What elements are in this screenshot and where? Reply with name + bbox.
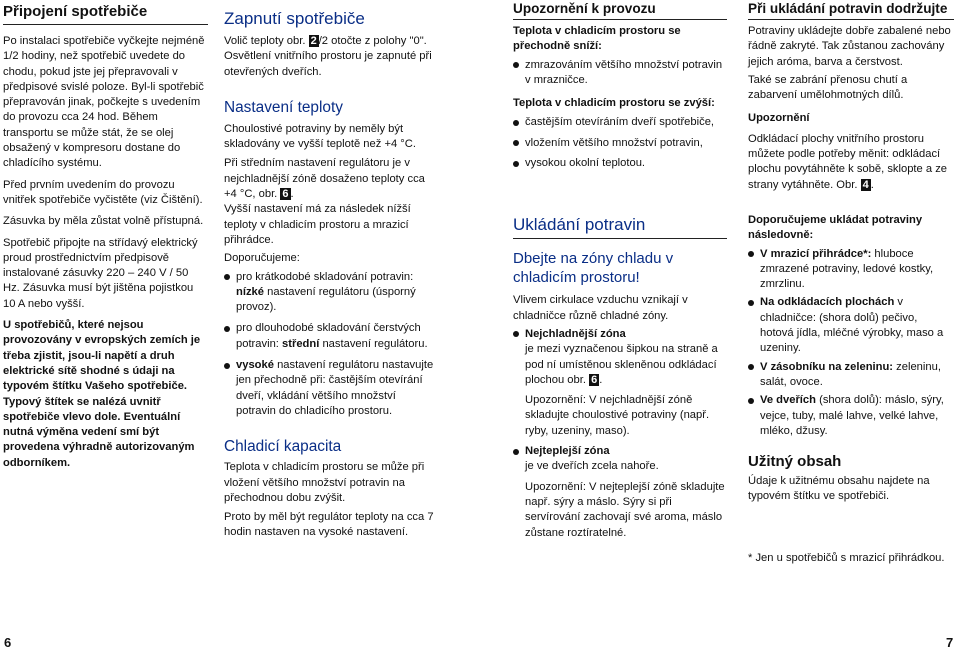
text: je ve dveřích zcela nahoře.: [525, 460, 659, 473]
text: Volič teploty obr.: [224, 35, 306, 47]
subtitle-cold-zones: Dbejte na zóny chladu v chladicím prostoru!: [513, 250, 674, 287]
subheading-recommend: Doporučujeme ukládat potraviny následovně:: [748, 213, 923, 242]
text: /2 otočte z polohy "0". Osvětlení vnitřního prostoru je zapnuté při otevřených dveřích.: [224, 35, 432, 78]
text: pro krátkodobé skladování potravin:: [236, 270, 414, 283]
column-storage-tips: [748, 0, 954, 566]
list-item: [748, 360, 954, 391]
paragraph: [748, 132, 954, 193]
subheading: Teplota v chladicím prostoru se přechodně sníží:: [513, 25, 681, 53]
list-item: [224, 321, 438, 352]
bullet-icon: [748, 398, 754, 404]
page-number-left: 6: [4, 635, 12, 650]
bullet-icon: [513, 62, 519, 68]
text: častějším otevíráním dveří spotřebiče,: [525, 116, 715, 129]
bullet-icon: [748, 251, 754, 257]
bold-text: vysoké: [236, 359, 274, 372]
note-text: Upozornění: V nejteplejší zóně skladujte např. sýry a máslo. Sýry si při servírování zachovají své aroma, máslo zůstane roztíratelné.: [525, 480, 725, 539]
list-item: [748, 247, 954, 293]
subheading-warning: Upozornění: [748, 112, 810, 125]
text: je mezi vyznačenou šipkou na straně a pod ní umístěnou skleněnou odkládací plochou obr.: [525, 343, 718, 386]
bold-text: Nejchladnější zóna: [525, 327, 626, 340]
paragraph: Před prvním uvedením do provozu vnitřek spotřebiče vyčistěte (viz Čištění).: [3, 178, 203, 206]
text: v chladničce: (shora dolů) pečivo, hotová jídla, mléčné výrobky, maso a uzeniny.: [760, 296, 944, 355]
section-title-temperature: Nastavení teploty: [224, 98, 343, 116]
paragraph: Choulostivé potraviny by neměly být skladovány ve vyšší teplotě než +4 °C.: [224, 122, 416, 151]
bold-text: V zásobníku na zeleninu:: [760, 360, 894, 373]
figure-number-badge: 6: [282, 188, 289, 201]
list-item: [513, 58, 727, 89]
section-header-storage: Při ukládání potravin dodržujte: [748, 0, 954, 20]
paragraph: [224, 156, 438, 202]
section-title-switch-on: Zapnutí spotřebiče: [224, 9, 365, 28]
paragraph: Také se zabrání přenosu chutí a zabarvení umělohmotných dílů.: [748, 73, 908, 102]
bold-text: Na odkládacích plochách: [760, 296, 895, 309]
text: zeleninu, salát, ovoce.: [760, 360, 941, 388]
text: nastavení regulátoru (úsporný provoz).: [236, 285, 416, 314]
paragraph: [224, 34, 438, 80]
bold-text: střední: [282, 337, 320, 350]
figure-number-badge: 4: [862, 178, 869, 191]
section-title-cooling-capacity: Chladicí kapacita: [224, 438, 342, 456]
figure-number-badge: 6: [591, 373, 598, 386]
bullet-icon: [748, 300, 754, 306]
bold-text: nízké: [236, 285, 264, 298]
bold-text: V mrazicí přihrádce*:: [760, 247, 872, 260]
section-header-operation: Upozornění k provozu: [513, 0, 727, 20]
paragraph: Zásuvka by měla zůstat volně přístupná.: [3, 215, 204, 228]
bold-text: Nejteplejší zóna: [525, 445, 610, 458]
section-title-storing-food: Ukládání potravin: [513, 215, 727, 239]
paragraph: Proto by měl být regulátor teploty na cca 7 hodin nastaven na vysoké nastavení.: [224, 511, 434, 539]
bold-text: Ve dveřích: [760, 394, 816, 407]
storage-list: [748, 247, 954, 440]
warning-paragraph: U spotřebičů, které nejsou provozovány v evropských zemích je třeba zjistit, jsou-li napětí a druh elektrické sítě shodné s údaji na typovém štítku Vašeho spotřebiče. Typový štítek se nalézá uvnitř spotřebiče vlevo dole. Eventuální nutná výměna vedení smí být provedena výhradně autorizovaným odborníkem.: [3, 319, 201, 469]
recommend-list: [224, 270, 438, 420]
bullet-icon: [748, 364, 754, 370]
bullet-icon: [513, 449, 519, 455]
column-connection: [3, 0, 208, 471]
increase-list: [513, 115, 727, 171]
list-item: [224, 270, 438, 316]
text: Odkládací plochy vnitřního prostoru můžete podle potřeby měnit: odkládací plochu povytáhněte k sobě, sklopte a ze strany vytáhněte. Obr.: [748, 132, 948, 191]
zones-list: [513, 327, 727, 541]
paragraph: Po instalaci spotřebiče vyčkejte nejméně 1/2 hodiny, než spotřebič uvedete do chodu, pokud jste jej přepravovali v předpisové svislé poloze. Byl-li spotřebič přepravován jinak, počkejte s uvedením do provozu cca 24 hod. Během transportu se může stát, že se olej obsažený v kompresoru dostane do chladícího systému.: [3, 35, 205, 170]
list-item-warmest-zone: [513, 444, 727, 541]
subheading: Teplota v chladicím prostoru se zvýší:: [513, 97, 715, 110]
list-item: [513, 136, 727, 151]
text: Při středním nastavení regulátoru je v nejchladnější zóně dosaženo teploty cca +4 °C, obr.: [224, 157, 425, 201]
paragraph: Vlivem cirkulace vzduchu vznikají v chladničce různě chladné zóny.: [513, 294, 688, 322]
paragraph: Údaje k užitnému obsahu najdete na typovém štítku ve spotřebiči.: [748, 475, 930, 503]
list-item: [748, 295, 954, 356]
list-item: [748, 393, 954, 439]
list-item: [513, 115, 727, 130]
text: .: [290, 188, 294, 201]
bullet-icon: [224, 326, 230, 332]
note-text: Upozornění: V nejchladnější zóně skladujte choulostivé potraviny (např. ryby, uzeniny, maso).: [525, 394, 710, 437]
figure-number-badge: 2: [310, 35, 317, 47]
text: pro dlouhodobé skladování čerstvých potravin:: [236, 322, 421, 350]
text: nastavení regulátoru nastavujte jen přechodně při: častějším otevírání dveří, vkládání většího množství potravin do chladicího prostoru.: [236, 359, 434, 417]
column-switch-on: [224, 0, 438, 541]
text: vložením většího množství potravin,: [525, 136, 703, 149]
bullet-icon: [224, 363, 230, 369]
paragraph: Teplota v chladicím prostoru se může při vložení většího množství potravin na přechodnou dobu zvýšit.: [224, 461, 425, 504]
text: vysokou okolní teplotou.: [525, 157, 646, 170]
text: .: [870, 178, 874, 191]
text: (shora dolů): máslo, sýry, vejce, tuby, malé lahve, velké lahve, mléko, džusy.: [760, 394, 944, 437]
text: nastavení regulátoru.: [322, 337, 428, 350]
text: zmrazováním většího množství potravin v mrazničce.: [525, 58, 723, 86]
section-header-connection: Připojení spotřebiče: [3, 0, 208, 25]
paragraph: Spotřebič připojte na střídavý elektrický proud prostřednictvím předpisově instalované zásuvky 220 – 240 V / 50 Hz. Zásuvka musí být jištěna pojistkou 10 A nebo vyšší.: [3, 236, 198, 310]
decrease-list: [513, 58, 727, 89]
list-item: [513, 156, 727, 171]
column-operation-notes: [513, 0, 727, 541]
recommend-label: Doporučujeme:: [224, 252, 300, 265]
text: .: [599, 373, 603, 386]
bullet-icon: [513, 331, 519, 337]
bullet-icon: [513, 140, 519, 146]
bullet-icon: [513, 120, 519, 126]
text: hluboce zmrazené potraviny, ledové kostky, zmrzlinu.: [760, 247, 934, 291]
paragraph: Vyšší nastavení má za následek nížší teploty v chladicím prostoru a mrazicí přihrádce.: [224, 203, 411, 246]
bullet-icon: [224, 274, 230, 280]
paragraph: Potraviny ukládejte dobře zabalené nebo řádně zakryté. Tak zůstanou zachovány jejich aróma, barva a čerstvost.: [748, 25, 951, 68]
section-title-usable-volume: Užitný obsah: [748, 453, 842, 471]
bullet-icon: [513, 161, 519, 167]
footnote: * Jen u spotřebičů s mrazicí přihrádkou.: [748, 551, 945, 564]
list-item-coldest-zone: [513, 327, 727, 439]
list-item: [224, 358, 438, 419]
page-number-right: 7: [946, 635, 954, 650]
